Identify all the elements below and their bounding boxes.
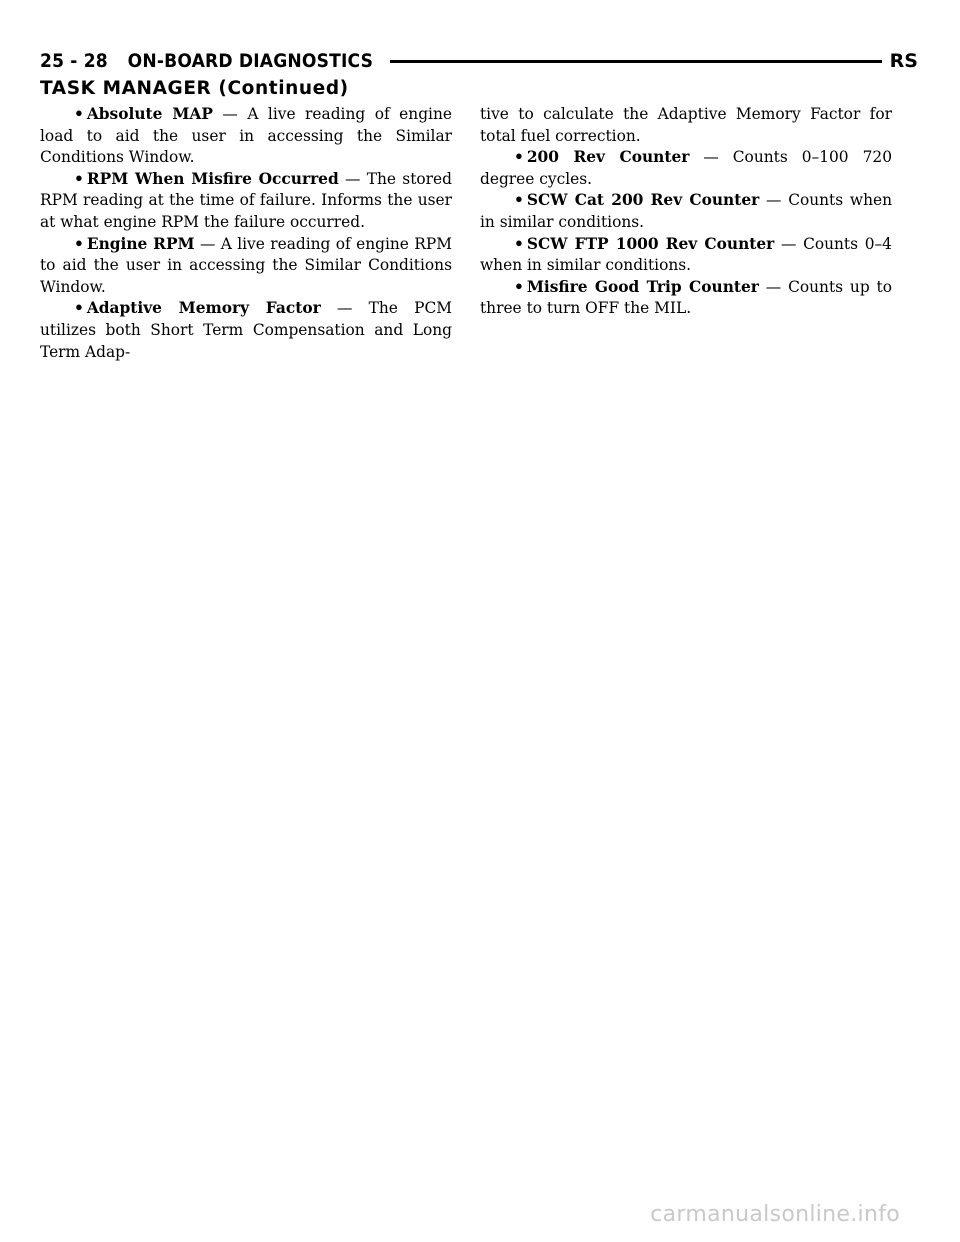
bullet-item	[40, 169, 452, 234]
right-column	[480, 104, 892, 320]
bullet-icon: •	[74, 234, 84, 253]
item-text: The PCM utilizes both Short Term Compensation and Long Term Adap-	[40, 299, 452, 361]
watermark: carmanualsonline.info	[650, 1202, 900, 1227]
item-text: Counts 0–100 720 degree cycles.	[480, 148, 892, 188]
item-dash: —	[780, 234, 804, 253]
page-header	[40, 46, 918, 76]
bullet-icon: •	[514, 234, 524, 253]
page-number: 25 - 28	[40, 50, 108, 72]
bullet-item	[480, 277, 892, 320]
bullet-item	[40, 104, 452, 169]
item-dash: —	[345, 169, 367, 188]
item-term: RPM When Misfire Occurred	[86, 169, 339, 188]
section-heading: TASK MANAGER (Continued)	[40, 78, 349, 99]
bullet-item	[480, 234, 892, 277]
item-dash: —	[336, 299, 369, 318]
item-text: A live reading of engine load to aid the user in accessing the Similar Conditions Window.	[40, 105, 452, 167]
bullet-icon: •	[74, 105, 84, 123]
item-term: Absolute MAP	[86, 105, 213, 123]
header-rule	[390, 60, 882, 63]
bullet-icon: •	[74, 299, 84, 318]
bullet-icon: •	[514, 148, 524, 167]
item-term: Adaptive Memory Factor	[86, 299, 321, 318]
item-text: A live reading of engine RPM to aid the user in accessing the Similar Conditions Window.	[40, 234, 452, 296]
item-dash: —	[765, 277, 789, 296]
left-column	[40, 104, 452, 363]
bullet-icon: •	[74, 169, 84, 188]
item-text: Counts 0–4 when in similar conditions.	[480, 234, 892, 275]
item-term: SCW Cat 200 Rev Counter	[526, 191, 760, 210]
item-dash: —	[703, 148, 733, 167]
item-dash: —	[199, 234, 221, 253]
continued-paragraph: tive to calculate the Adaptive Memory Factor for total fuel correction.	[480, 105, 892, 145]
bullet-item	[480, 147, 892, 190]
bullet-item	[40, 234, 452, 299]
bullet-item	[480, 190, 892, 233]
item-dash: —	[766, 191, 789, 210]
item-term: SCW FTP 1000 Rev Counter	[526, 234, 775, 253]
model-code: RS	[889, 50, 918, 72]
item-text: Counts when in similar conditions.	[480, 191, 892, 231]
item-term: Misfire Good Trip Counter	[526, 277, 759, 296]
bullet-icon: •	[514, 277, 524, 296]
header-left	[40, 50, 373, 72]
item-text: Counts up to three to turn OFF the MIL.	[480, 277, 892, 318]
bullet-item	[40, 298, 452, 363]
item-dash: —	[222, 105, 248, 123]
item-text: The stored RPM reading at the time of failure. Informs the user at what engine RPM the failure occurred.	[40, 169, 452, 231]
item-term: 200 Rev Counter	[526, 148, 690, 167]
bullet-icon: •	[514, 191, 524, 210]
item-term: Engine RPM	[86, 234, 195, 253]
chapter-title: ON-BOARD DIAGNOSTICS	[127, 50, 374, 72]
